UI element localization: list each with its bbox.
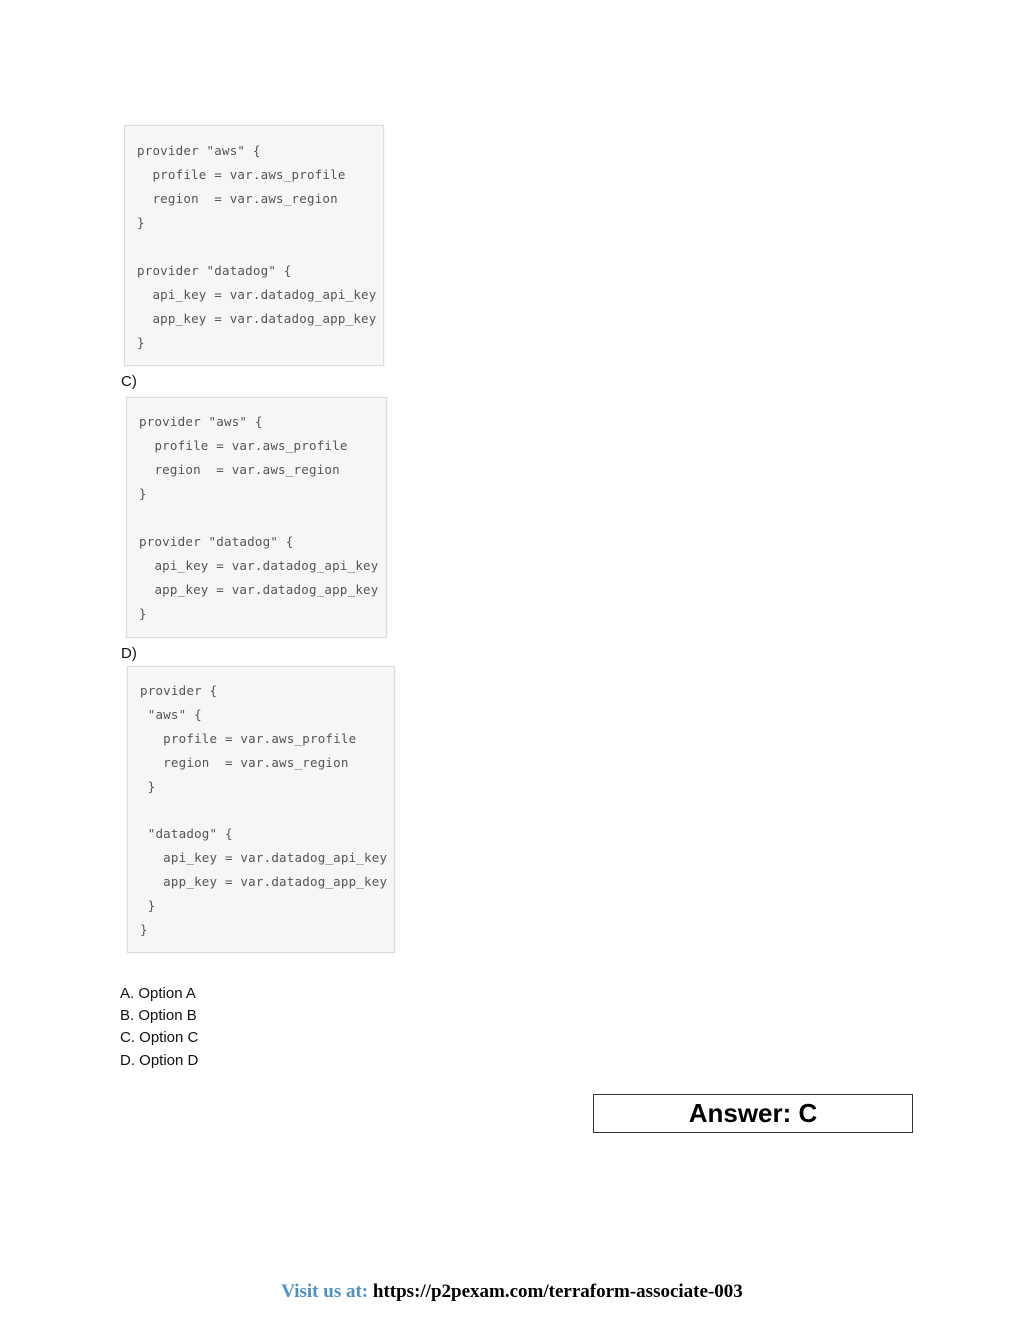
code-line: provider "aws" { — [137, 143, 261, 158]
code-line: } — [137, 215, 145, 230]
code-line: region = var.aws_region — [137, 191, 338, 206]
code-line: } — [140, 898, 156, 913]
code-line: profile = var.aws_profile — [137, 167, 346, 182]
option-b: B. Option B — [120, 1007, 197, 1024]
code-line: provider "aws" { — [139, 414, 263, 429]
code-line: provider "datadog" { — [139, 534, 294, 549]
footer-url[interactable]: https://p2pexam.com/terraform-associate-003 — [372, 1281, 743, 1302]
code-line: } — [140, 922, 148, 937]
code-line: app_key = var.datadog_app_key — [137, 311, 377, 326]
code-line: app_key = var.datadog_app_key — [139, 582, 379, 597]
code-line: "aws" { — [140, 707, 202, 722]
option-d: D. Option D — [120, 1052, 199, 1069]
code-block-3 — [127, 666, 395, 953]
footer — [0, 1281, 1024, 1303]
code-block-2 — [126, 397, 387, 638]
option-c: C. Option C — [120, 1029, 199, 1046]
answer-box — [593, 1094, 913, 1133]
code-line: } — [139, 606, 147, 621]
code-line: profile = var.aws_profile — [139, 438, 348, 453]
option-label-d: D) — [121, 645, 137, 662]
code-line: api_key = var.datadog_api_key — [137, 287, 377, 302]
code-line: api_key = var.datadog_api_key — [140, 850, 388, 865]
code-line: "datadog" { — [140, 826, 233, 841]
code-line: } — [140, 779, 156, 794]
code-line: } — [137, 335, 145, 350]
option-label-c: C) — [121, 373, 137, 390]
code-line: region = var.aws_region — [140, 755, 349, 770]
code-block-1 — [124, 125, 384, 366]
code-line: app_key = var.datadog_app_key — [140, 874, 388, 889]
code-line: api_key = var.datadog_api_key — [139, 558, 379, 573]
footer-visit-label: Visit us at: — [281, 1281, 369, 1302]
option-a: A. Option A — [120, 985, 196, 1002]
code-line: provider { — [140, 683, 218, 698]
answer-text: Answer: C — [688, 1098, 818, 1128]
code-line: region = var.aws_region — [139, 462, 340, 477]
code-line: provider "datadog" { — [137, 263, 292, 278]
code-line: } — [139, 486, 147, 501]
code-line: profile = var.aws_profile — [140, 731, 357, 746]
